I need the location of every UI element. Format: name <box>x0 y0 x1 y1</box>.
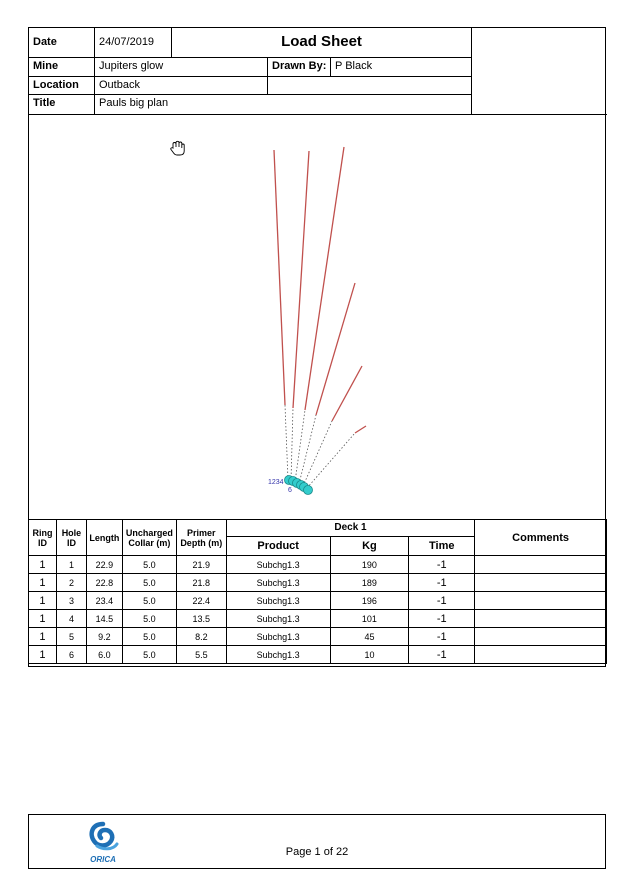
comments-cell <box>475 556 607 574</box>
table-row <box>29 574 607 592</box>
hole-id-cell: 5 <box>56 628 86 646</box>
time-cell: -1 <box>409 646 475 664</box>
drawn-by-label: Drawn By: <box>272 60 327 72</box>
time-cell: -1 <box>409 628 475 646</box>
comments-cell <box>475 592 607 610</box>
col-deck: Deck 1 <box>226 520 474 537</box>
title-value: Pauls big plan <box>99 97 169 109</box>
table-row <box>29 592 607 610</box>
length-cell: 6.0 <box>86 646 122 664</box>
table-row <box>29 628 607 646</box>
kg-cell: 189 <box>330 574 409 592</box>
time-cell: -1 <box>409 610 475 628</box>
ring-id-cell: 1 <box>29 592 57 610</box>
length-cell: 23.4 <box>86 592 122 610</box>
time-cell: -1 <box>409 574 475 592</box>
length-cell: 9.2 <box>86 628 122 646</box>
comments-cell <box>475 574 607 592</box>
collar-cell: 5.0 <box>122 556 176 574</box>
primer-cell: 8.2 <box>176 628 226 646</box>
collar-cell: 5.0 <box>122 628 176 646</box>
primer-cell: 22.4 <box>176 592 226 610</box>
length-cell: 22.9 <box>86 556 122 574</box>
length-cell: 22.8 <box>86 574 122 592</box>
col-primer-depth: Primer Depth (m) <box>176 520 226 556</box>
ring-id-cell: 1 <box>29 628 57 646</box>
hole-number-label-6: 6 <box>288 487 292 494</box>
document-title: Load Sheet <box>281 33 362 50</box>
mine-label: Mine <box>33 60 59 72</box>
time-cell: -1 <box>409 556 475 574</box>
location-label: Location <box>33 79 79 91</box>
collar-cell: 5.0 <box>122 646 176 664</box>
kg-cell: 196 <box>330 592 409 610</box>
time-cell: -1 <box>409 592 475 610</box>
col-length: Length <box>86 520 122 556</box>
hole-id-cell: 2 <box>56 574 86 592</box>
comments-cell <box>475 610 607 628</box>
collar-cell: 5.0 <box>122 592 176 610</box>
product-cell: Subchg1.3 <box>226 628 330 646</box>
col-product: Product <box>226 537 330 556</box>
location-value: Outback <box>99 79 140 91</box>
hole-id-cell: 3 <box>56 592 86 610</box>
col-hole-id: Hole ID <box>56 520 86 556</box>
hole-number-labels: 1234 <box>268 479 284 486</box>
drawn-by-value: P Black <box>335 60 373 72</box>
mine-value: Jupiters glow <box>99 60 164 72</box>
hole-id-cell: 4 <box>56 610 86 628</box>
collar-cell: 5.0 <box>122 574 176 592</box>
date-label: Date <box>33 36 57 48</box>
length-cell: 14.5 <box>86 610 122 628</box>
header-divider <box>471 27 472 114</box>
col-time: Time <box>409 537 475 556</box>
table-row <box>29 556 607 574</box>
kg-cell: 10 <box>330 646 409 664</box>
product-cell: Subchg1.3 <box>226 556 330 574</box>
kg-cell: 101 <box>330 610 409 628</box>
product-cell: Subchg1.3 <box>226 592 330 610</box>
header-divider <box>28 114 607 115</box>
hole-id-cell: 1 <box>56 556 86 574</box>
page-number: Page 1 of 22 <box>285 846 349 858</box>
col-ring-id: Ring ID <box>29 520 57 556</box>
hole-id-cell: 6 <box>56 646 86 664</box>
table-row <box>29 646 607 664</box>
collar-cell: 5.0 <box>122 610 176 628</box>
comments-cell <box>475 646 607 664</box>
ring-id-cell: 1 <box>29 646 57 664</box>
page-footer <box>28 814 606 869</box>
col-uncharged-collar: Uncharged Collar (m) <box>122 520 176 556</box>
ring-id-cell: 1 <box>29 610 57 628</box>
col-comments: Comments <box>475 520 607 556</box>
product-cell: Subchg1.3 <box>226 574 330 592</box>
primer-cell: 13.5 <box>176 610 226 628</box>
col-kg: Kg <box>330 537 409 556</box>
load-table <box>28 519 607 664</box>
orica-logo-text: ORICA <box>90 855 116 864</box>
ring-id-cell: 1 <box>29 574 57 592</box>
primer-cell: 5.5 <box>176 646 226 664</box>
table-row <box>29 610 607 628</box>
kg-cell: 190 <box>330 556 409 574</box>
kg-cell: 45 <box>330 628 409 646</box>
primer-cell: 21.9 <box>176 556 226 574</box>
date-value: 24/07/2019 <box>99 36 155 48</box>
product-cell: Subchg1.3 <box>226 646 330 664</box>
title-label: Title <box>33 97 56 109</box>
product-cell: Subchg1.3 <box>226 610 330 628</box>
orica-logo <box>83 820 123 866</box>
ring-id-cell: 1 <box>29 556 57 574</box>
comments-cell <box>475 628 607 646</box>
primer-cell: 21.8 <box>176 574 226 592</box>
